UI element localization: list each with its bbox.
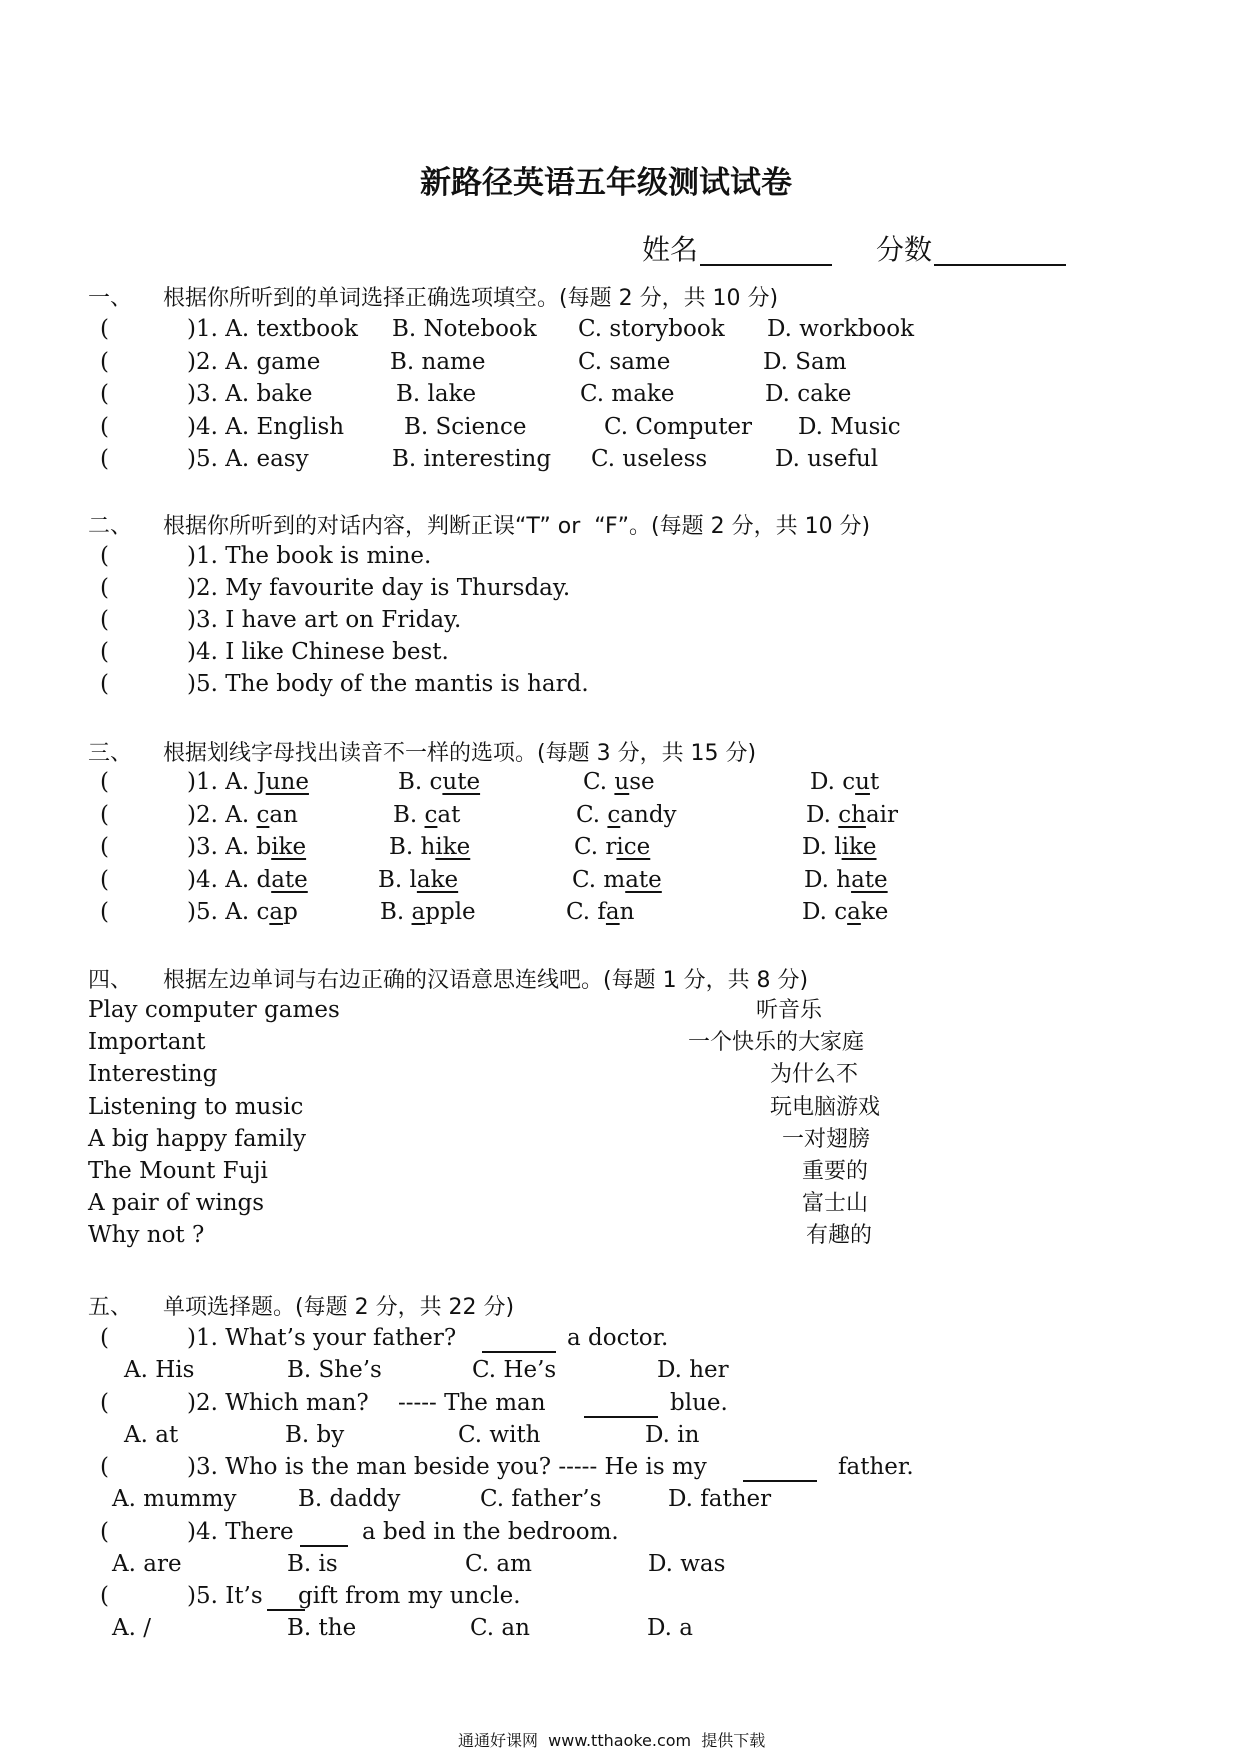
- underlined-letters: c: [607, 801, 621, 828]
- option-c: C. storybook: [578, 316, 725, 342]
- option-text: C. r: [574, 834, 617, 860]
- answer-paren: (: [100, 671, 109, 697]
- option-c: [583, 771, 655, 794]
- underlined-letters: c: [256, 801, 270, 828]
- question-text: )1. What’s your father?: [187, 1325, 457, 1351]
- section-number: 三、: [88, 741, 133, 766]
- choice-option: B. by: [285, 1421, 345, 1448]
- option-c: [576, 801, 677, 828]
- choice-option: A. His: [124, 1357, 195, 1383]
- choice-option: A. mummy: [112, 1486, 237, 1512]
- question-text-end: a bed in the bedroom.: [362, 1518, 619, 1545]
- option-text: C. m: [572, 866, 626, 893]
- question-text-end: father.: [838, 1454, 914, 1480]
- match-chinese-meaning: 一对翅膀: [782, 1126, 871, 1152]
- choice-option: B. the: [287, 1615, 357, 1641]
- option-text: ke: [860, 899, 889, 925]
- option-text: air: [865, 801, 899, 828]
- page-title: 新路径英语五年级测试试卷: [420, 165, 792, 201]
- match-english-word: Important: [88, 1029, 206, 1056]
- choice-option: A. at: [124, 1421, 179, 1448]
- score-label: 分数: [876, 233, 933, 266]
- option-text: se: [629, 769, 655, 795]
- match-english-word: Listening to music: [88, 1093, 304, 1120]
- section-heading: 单项选择题。(每题 2 分，共 22 分): [163, 1295, 515, 1320]
- option-b: [380, 901, 476, 924]
- option-text: B. c: [398, 769, 443, 795]
- option-text: B. h: [389, 834, 436, 860]
- section-heading: 根据你所听到的对话内容，判断正误“T” or “F”。(每题 2 分，共 10 分): [163, 514, 871, 539]
- option-d: [802, 836, 877, 859]
- option-text: D.: [806, 801, 839, 828]
- option-text: C.: [576, 801, 608, 828]
- option-c: C. useless: [591, 446, 708, 472]
- option-text: an: [269, 801, 298, 828]
- underlined-letters: a: [605, 899, 620, 925]
- option-text: n: [619, 899, 635, 925]
- answer-paren: (: [100, 801, 109, 828]
- answer-paren: (: [100, 316, 109, 342]
- option-a: [187, 901, 298, 924]
- underlined-letters: une: [265, 769, 309, 795]
- option-d: D. useful: [775, 446, 879, 472]
- option-text: andy: [620, 801, 677, 828]
- option-b: B. Notebook: [392, 316, 537, 342]
- choice-option: C. father’s: [480, 1486, 602, 1512]
- option-b: [389, 836, 470, 859]
- choice-option: D. a: [647, 1615, 693, 1641]
- underlined-letters: ake: [416, 866, 459, 893]
- choice-option: C. an: [470, 1615, 530, 1641]
- answer-paren: (: [100, 1325, 109, 1351]
- option-c: [566, 901, 634, 924]
- choice-option: B. daddy: [298, 1486, 401, 1512]
- answer-blank[interactable]: [267, 1609, 305, 1611]
- option-a: [187, 866, 308, 893]
- choice-option: C. with: [458, 1421, 541, 1448]
- option-c: C. make: [580, 381, 675, 407]
- section-number: 一、: [88, 286, 133, 311]
- option-b: B. name: [390, 348, 486, 375]
- match-chinese-meaning: 玩电脑游戏: [770, 1094, 881, 1120]
- answer-paren: (: [100, 769, 109, 795]
- option-text: t: [869, 769, 880, 795]
- underlined-letters: u: [614, 769, 630, 795]
- option-text: )2. A.: [187, 801, 257, 828]
- match-english-word: Why not ?: [88, 1222, 205, 1249]
- option-b: B. Science: [404, 413, 527, 440]
- underlined-letters: ice: [616, 834, 651, 860]
- question-text: )4. There: [187, 1518, 294, 1545]
- choice-option: D. father: [668, 1486, 772, 1512]
- match-chinese-meaning: 听音乐: [756, 998, 823, 1023]
- match-chinese-meaning: 重要的: [802, 1159, 869, 1184]
- option-b: B. lake: [396, 381, 477, 407]
- option-c: [572, 866, 662, 893]
- option-d: [806, 801, 899, 828]
- statement-text: )3. I have art on Friday.: [187, 607, 462, 633]
- name-blank[interactable]: [700, 264, 832, 266]
- choice-option: D. in: [645, 1421, 700, 1448]
- option-text: )3. A. b: [187, 834, 272, 860]
- option-text: D. c: [802, 899, 848, 925]
- answer-paren: (: [100, 1454, 109, 1480]
- statement-text: )4. I like Chinese best.: [187, 639, 449, 665]
- answer-paren: (: [100, 413, 109, 440]
- option-text: )1. A. J: [187, 769, 266, 795]
- option-d: D. cake: [765, 381, 852, 407]
- underlined-letters: ute: [442, 769, 481, 795]
- name-label: 姓名: [642, 233, 699, 266]
- option-a: )2. A. game: [187, 348, 321, 375]
- question-text-end: a doctor.: [567, 1325, 669, 1351]
- answer-paren: (: [100, 639, 109, 665]
- option-a: )1. A. textbook: [187, 316, 358, 342]
- underlined-letters: ike: [271, 834, 307, 860]
- answer-blank[interactable]: [584, 1416, 658, 1418]
- section-number: 四、: [88, 968, 133, 993]
- footer-text: 通通好课网 www.tthaoke.com 提供下载: [458, 1731, 766, 1750]
- choice-option: D. her: [657, 1357, 729, 1383]
- option-a: [187, 836, 306, 859]
- section-heading: 根据左边单词与右边正确的汉语意思连线吧。(每题 1 分，共 8 分): [163, 968, 809, 993]
- option-d: [810, 771, 879, 794]
- section-heading: 根据你所听到的单词选择正确选项填空。(每题 2 分，共 10 分): [163, 286, 779, 311]
- match-english-word: A pair of wings: [88, 1190, 265, 1217]
- option-a: )3. A. bake: [187, 381, 313, 407]
- underlined-letters: a: [847, 899, 861, 925]
- answer-paren: (: [100, 834, 109, 860]
- option-b: [378, 866, 459, 893]
- choice-option: C. am: [465, 1550, 532, 1577]
- option-d: D. workbook: [767, 316, 915, 342]
- answer-paren: (: [100, 1583, 109, 1609]
- underlined-letters: ate: [851, 866, 888, 893]
- match-chinese-meaning: 为什么不: [770, 1062, 859, 1088]
- option-text: D. h: [804, 866, 852, 893]
- section-number: 二、: [88, 514, 133, 539]
- answer-blank[interactable]: [743, 1480, 817, 1482]
- choice-option: C. He’s: [472, 1357, 557, 1383]
- underlined-letters: c: [424, 801, 438, 828]
- question-text-end: blue.: [670, 1389, 728, 1416]
- choice-option: D. was: [648, 1550, 726, 1577]
- match-english-word: Play computer games: [88, 997, 340, 1023]
- answer-paren: (: [100, 899, 109, 925]
- answer-blank[interactable]: [482, 1351, 556, 1353]
- option-c: C. Computer: [604, 413, 753, 440]
- answer-blank[interactable]: [300, 1545, 348, 1547]
- option-c: C. same: [578, 348, 671, 375]
- match-english-word: A big happy family: [88, 1125, 307, 1152]
- answer-paren: (: [100, 446, 109, 472]
- option-text: C. f: [566, 899, 606, 925]
- option-text: p: [283, 899, 298, 925]
- question-text: )5. It’s: [187, 1583, 263, 1609]
- question-text-end: gift from my uncle.: [298, 1583, 521, 1609]
- answer-paren: (: [100, 543, 109, 569]
- match-chinese-meaning: 有趣的: [806, 1223, 873, 1249]
- option-c: [574, 836, 650, 859]
- answer-paren: (: [100, 1389, 109, 1416]
- option-a: )4. A. English: [187, 413, 345, 440]
- score-blank[interactable]: [934, 264, 1066, 266]
- option-d: [802, 901, 888, 924]
- section-heading: 根据划线字母找出读音不一样的选项。(每题 3 分，共 15 分): [163, 741, 757, 766]
- match-chinese-meaning: 富士山: [802, 1191, 869, 1217]
- underlined-letters: ch: [838, 801, 866, 828]
- option-b: [393, 801, 461, 828]
- question-text: )2. Which man? ----- The man: [187, 1389, 546, 1416]
- option-d: D. Sam: [763, 348, 847, 375]
- underlined-letters: a: [269, 899, 284, 925]
- underlined-letters: ate: [271, 866, 308, 893]
- question-text: )3. Who is the man beside you? ----- He is my: [187, 1454, 707, 1480]
- choice-option: B. She’s: [287, 1357, 382, 1383]
- choice-option: A. /: [112, 1615, 151, 1641]
- match-english-word: The Mount Fuji: [88, 1158, 268, 1184]
- option-text: pple: [425, 899, 476, 925]
- option-text: B.: [393, 801, 425, 828]
- statement-text: )2. My favourite day is Thursday.: [187, 575, 571, 601]
- option-text: B. l: [378, 866, 417, 893]
- underlined-letters: ate: [625, 866, 662, 893]
- option-b: [398, 771, 480, 794]
- section-number: 五、: [88, 1295, 133, 1320]
- choice-option: A. are: [112, 1550, 182, 1577]
- option-a: [187, 771, 309, 794]
- statement-text: )1. The book is mine.: [187, 543, 432, 569]
- underlined-letters: a: [411, 899, 426, 925]
- option-a: [187, 801, 298, 828]
- answer-paren: (: [100, 866, 109, 893]
- answer-paren: (: [100, 607, 109, 633]
- option-d: [804, 866, 888, 893]
- answer-paren: (: [100, 381, 109, 407]
- option-text: D. c: [810, 769, 856, 795]
- option-d: D. Music: [798, 413, 901, 440]
- option-text: at: [437, 801, 461, 828]
- underlined-letters: ike: [841, 834, 877, 860]
- answer-paren: (: [100, 575, 109, 601]
- choice-option: B. is: [287, 1550, 338, 1577]
- option-a: )5. A. easy: [187, 446, 309, 472]
- underlined-letters: u: [855, 769, 870, 795]
- option-b: B. interesting: [392, 446, 552, 472]
- option-text: )4. A. d: [187, 866, 272, 893]
- answer-paren: (: [100, 348, 109, 375]
- match-english-word: Interesting: [88, 1061, 218, 1088]
- option-text: C.: [583, 769, 615, 795]
- answer-paren: (: [100, 1518, 109, 1545]
- underlined-letters: ike: [435, 834, 471, 860]
- statement-text: )5. The body of the mantis is hard.: [187, 671, 589, 697]
- match-chinese-meaning: 一个快乐的大家庭: [688, 1030, 865, 1056]
- option-text: )5. A. c: [187, 899, 270, 925]
- option-text: D. l: [802, 834, 842, 860]
- option-text: B.: [380, 899, 412, 925]
